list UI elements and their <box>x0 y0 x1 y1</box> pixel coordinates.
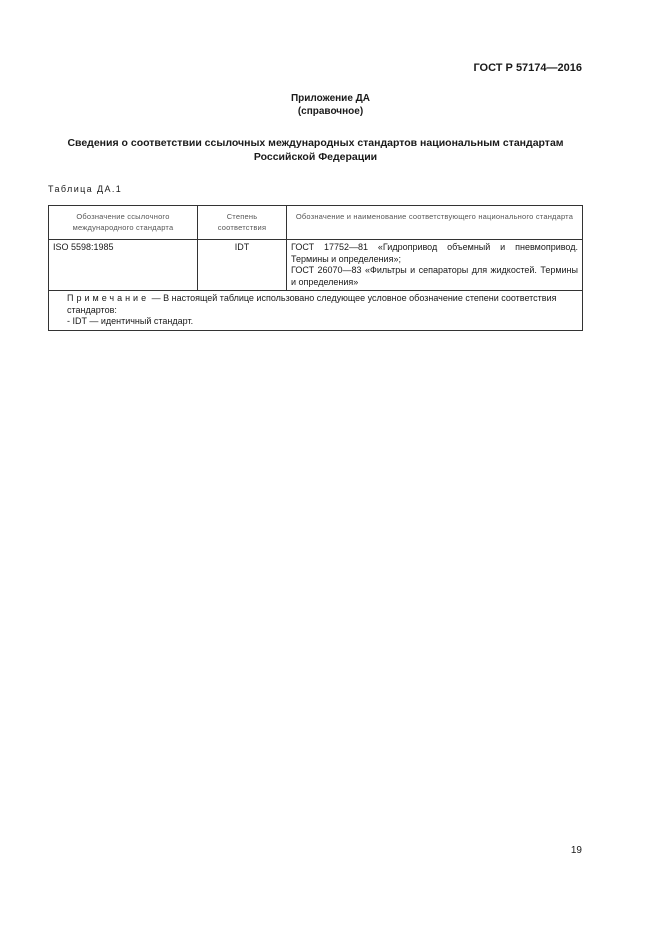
appendix-heading <box>0 92 661 118</box>
table-caption: Таблица ДА.1 <box>48 184 123 194</box>
document-code: ГОСТ Р 57174—2016 <box>473 62 582 74</box>
cell-ref-standard: ISO 5598:1985 <box>49 240 198 291</box>
section-heading-line2: Российской Федерации <box>253 151 378 163</box>
cell-national-standard <box>287 240 583 291</box>
table-note-row <box>49 291 583 331</box>
table-note <box>49 291 583 331</box>
note-label: Примечание <box>67 293 150 303</box>
national-standard-1: ГОСТ 17752—81 «Гидропривод объемный и пневмопривод. Термины и определения»; <box>291 242 578 264</box>
header-national-standard: Обозначение и наименование соответствующего национального стандарта <box>287 206 583 240</box>
table-row <box>49 240 583 291</box>
header-ref-standard: Обозначение ссылочного международного стандарта <box>49 206 198 240</box>
section-heading <box>48 136 583 164</box>
note-text <box>53 293 578 316</box>
appendix-subtitle: (справочное) <box>297 106 364 117</box>
appendix-title: Приложение ДА <box>290 93 371 104</box>
page-number: 19 <box>570 845 582 856</box>
header-degree: Степень соответствия <box>198 206 287 240</box>
section-heading-line1: Сведения о соответствии ссылочных международных стандартов национальным стандартам <box>67 137 564 149</box>
cell-degree: IDT <box>198 240 287 291</box>
correspondence-table <box>48 205 583 331</box>
note-item: - IDT — идентичный стандарт. <box>67 316 194 326</box>
table-header-row <box>49 206 583 240</box>
note-body: — В настоящей таблице использовано следующее условное обозначение степени соответствия стандартов: <box>67 293 557 315</box>
national-standard-2: ГОСТ 26070—83 «Фильтры и сепараторы для жидкостей. Термины и определения» <box>291 265 578 287</box>
